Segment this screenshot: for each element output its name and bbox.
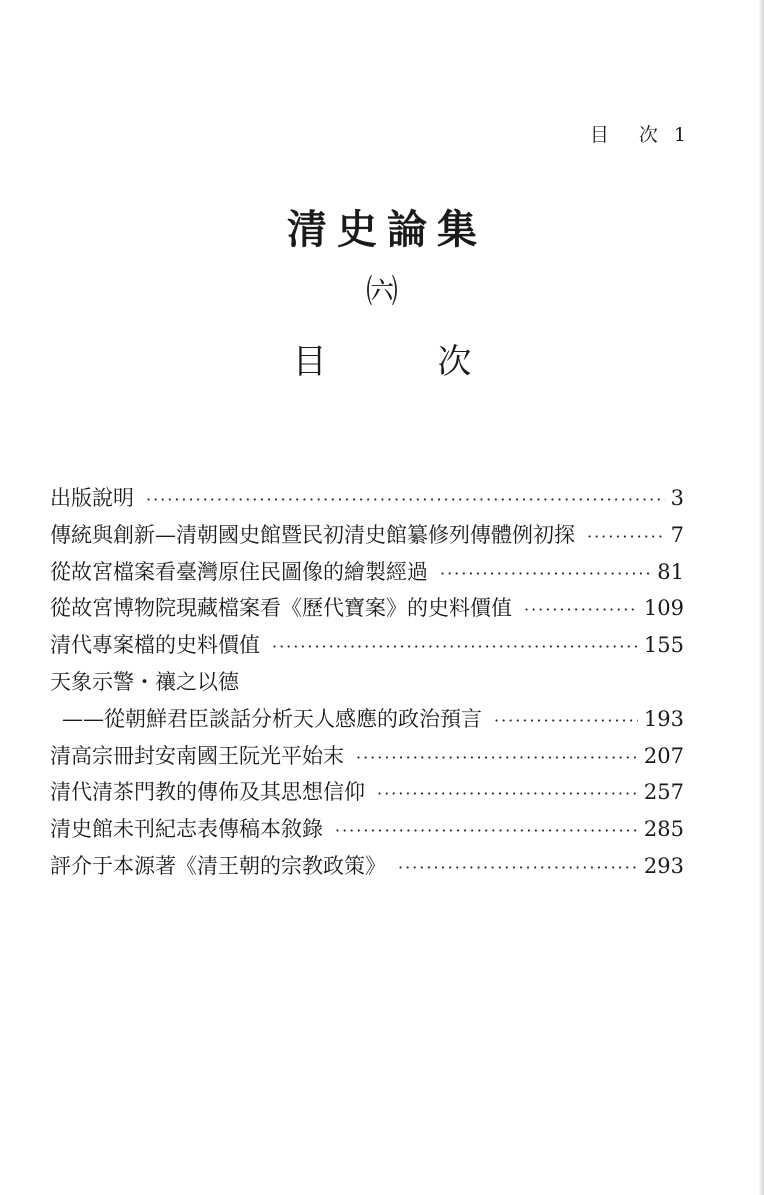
toc-entry-title: 評介于本源著《清王朝的宗教政策》 xyxy=(50,853,386,878)
toc-dot-leader xyxy=(272,637,638,656)
toc-entry-heading[interactable] xyxy=(50,666,684,703)
toc-entry[interactable] xyxy=(50,556,684,593)
toc-entry[interactable] xyxy=(50,482,684,519)
toc-entry-page: 285 xyxy=(643,817,684,842)
table-of-contents xyxy=(50,482,684,887)
toc-entry-page: 193 xyxy=(643,706,684,731)
running-header-section: 目 次 xyxy=(589,124,670,146)
toc-dot-leader xyxy=(398,858,638,877)
toc-entry-title: 從故宮博物院現藏檔案看《歷代寶案》的史料價值 xyxy=(50,596,512,621)
toc-dot-leader xyxy=(146,490,665,509)
toc-entry-title: 天象示警・禳之以德 xyxy=(50,669,239,694)
toc-entry-subtitle: ——從朝鮮君臣談話分析天人感應的政治預言 xyxy=(62,706,482,731)
toc-entry-title: 清高宗冊封安南國王阮光平始末 xyxy=(50,743,344,768)
toc-dot-leader xyxy=(377,784,638,803)
running-header xyxy=(590,120,686,147)
toc-entry-page: 257 xyxy=(643,780,684,805)
toc-entry-title: 從故宮檔案看臺灣原住民圖像的繪製經過 xyxy=(50,559,428,584)
toc-entry-page: 81 xyxy=(657,559,684,584)
toc-entry[interactable] xyxy=(50,740,684,777)
toc-dot-leader xyxy=(587,527,665,546)
toc-entry[interactable] xyxy=(50,592,684,629)
toc-dot-leader xyxy=(524,600,638,619)
toc-entry[interactable] xyxy=(50,703,684,740)
toc-entry-page: 293 xyxy=(643,853,684,878)
toc-entry-title: 傳統與創新—清朝國史館暨民初清史館纂修列傳體例初探 xyxy=(50,522,575,547)
toc-dot-leader xyxy=(356,748,638,767)
toc-entry-title: 出版說明 xyxy=(50,486,134,510)
toc-entry[interactable] xyxy=(50,813,684,850)
toc-heading: 目 次 xyxy=(292,342,522,382)
toc-entry[interactable] xyxy=(50,850,684,887)
volume-number: ㈥ xyxy=(365,272,398,310)
toc-entry[interactable] xyxy=(50,519,684,556)
toc-entry-page: 155 xyxy=(643,633,684,658)
toc-dot-leader xyxy=(494,711,638,730)
toc-entry-title: 清代專案檔的史料價值 xyxy=(50,633,260,658)
toc-entry[interactable] xyxy=(50,629,684,666)
page-edge-shadow xyxy=(758,0,764,1195)
toc-entry-page: 7 xyxy=(670,522,684,547)
toc-entry-page: 3 xyxy=(670,486,684,510)
running-header-page-number: 1 xyxy=(673,124,686,146)
toc-entry-page: 109 xyxy=(643,596,684,621)
toc-entry-page: 207 xyxy=(643,743,684,768)
toc-entry-title: 清代清茶門教的傳佈及其思想信仰 xyxy=(50,780,365,805)
toc-entry[interactable] xyxy=(50,776,684,813)
toc-dot-leader xyxy=(440,564,651,583)
book-title: 清史論集 xyxy=(287,206,487,253)
toc-dot-leader xyxy=(335,821,638,840)
toc-entry-title: 清史館未刊紀志表傳稿本敘錄 xyxy=(50,817,323,842)
